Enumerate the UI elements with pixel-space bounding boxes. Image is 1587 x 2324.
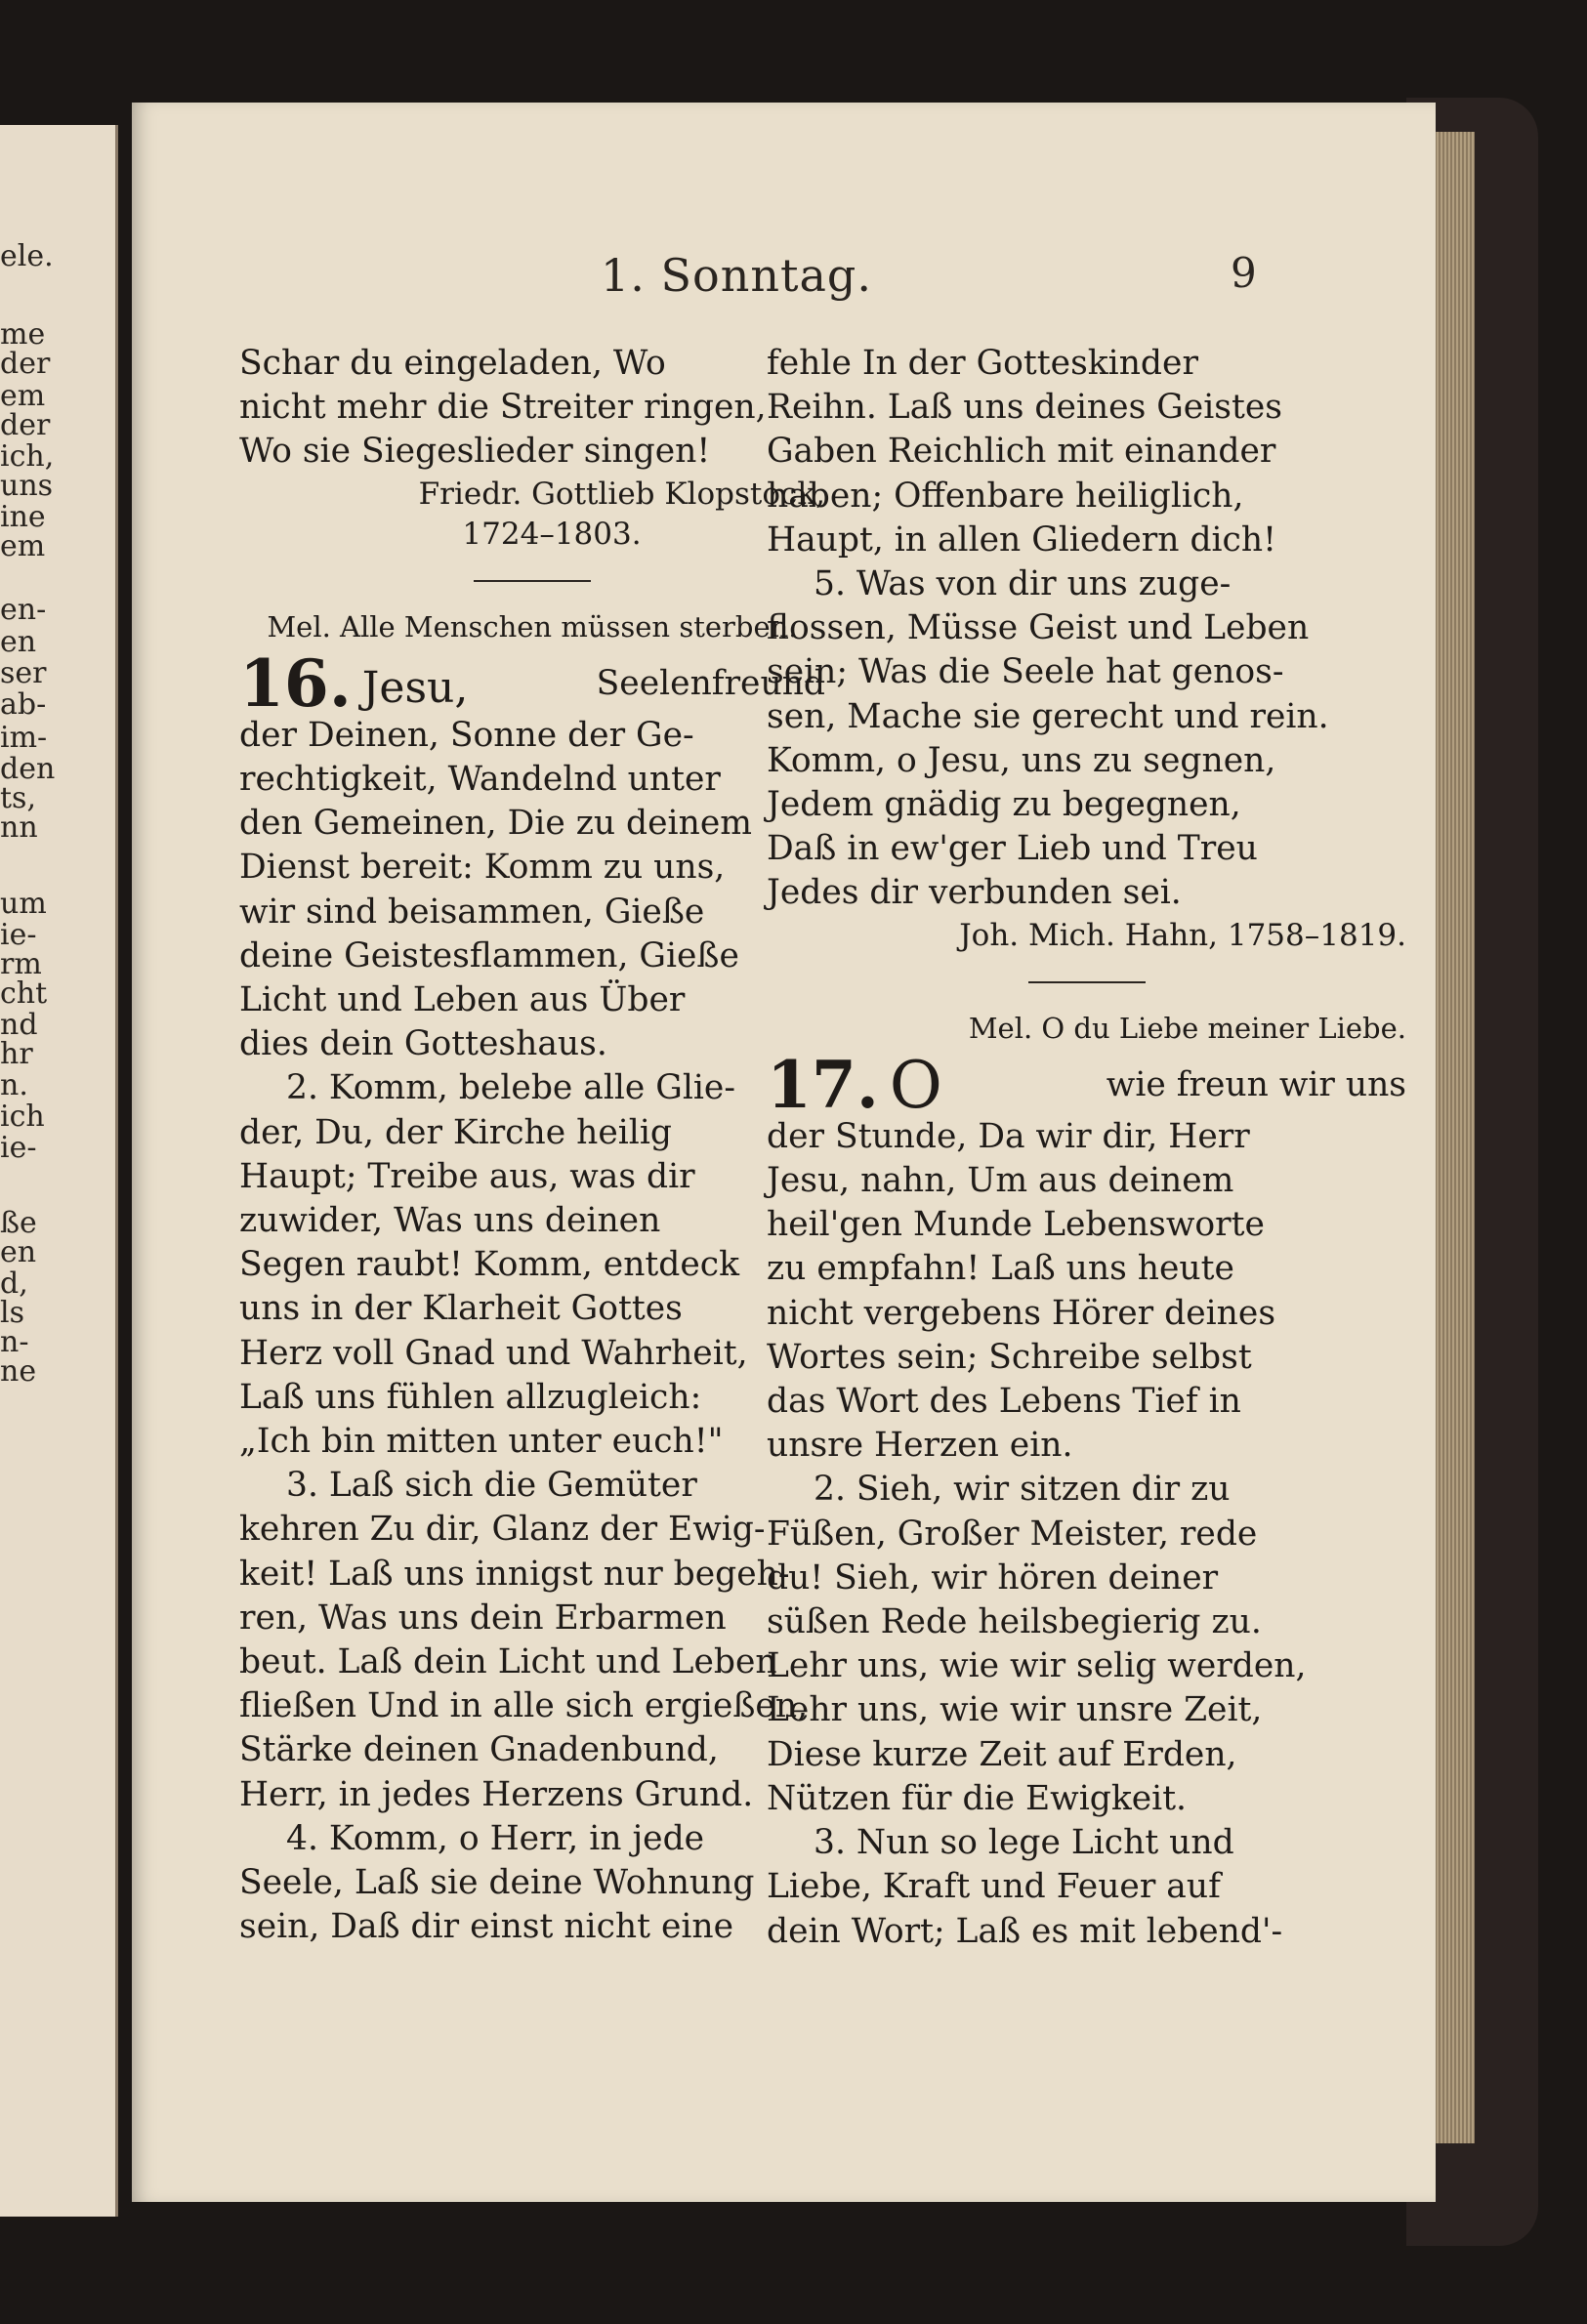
text-line: dein Wort; Laß es mit lebend'- xyxy=(767,1911,1283,1951)
text-line: süßen Rede heilsbegierig zu. xyxy=(767,1602,1262,1642)
hymn-first-line xyxy=(239,644,825,722)
text-line: der, Du, der Kirche heilig xyxy=(239,1112,672,1152)
text-line: Diese kurze Zeit auf Erden, xyxy=(767,1734,1237,1774)
text-line: dies dein Gotteshaus. xyxy=(239,1024,607,1064)
text-line: beut. Laß dein Licht und Leben xyxy=(239,1642,777,1682)
left-page-fragment: im- xyxy=(0,721,48,755)
text-line: Stärke deinen Gnadenbund, xyxy=(239,1730,719,1770)
hymn-number: 16. xyxy=(239,644,352,722)
author-line: Joh. Mich. Hahn, 1758–1819. xyxy=(959,917,1406,953)
left-page-fragment: der xyxy=(0,408,51,442)
text-line: 4. Komm, o Herr, in jede xyxy=(286,1818,705,1858)
text-line: 3. Laß sich die Gemüter xyxy=(286,1466,697,1506)
text-line: Herz voll Gnad und Wahrheit, xyxy=(239,1333,748,1373)
left-page-fragment: ne xyxy=(0,1354,37,1389)
left-page-fragment: ie- xyxy=(0,1131,37,1165)
left-page-fragment: ser xyxy=(0,656,47,690)
hymn-number: 17. xyxy=(767,1046,879,1123)
text-line: fehle In der Gotteskinder xyxy=(767,344,1198,383)
melody-line: Mel. Alle Menschen müssen sterben. xyxy=(267,609,798,643)
text-line: Jesu, nahn, Um aus deinem xyxy=(767,1161,1234,1201)
text-line: der Deinen, Sonne der Ge- xyxy=(239,715,694,755)
left-page-fragment: en xyxy=(0,1235,37,1269)
left-page-fragment: em xyxy=(0,379,46,413)
text-line: 2. Komm, belebe alle Glie- xyxy=(286,1068,736,1108)
left-page-fragment: ich xyxy=(0,1100,45,1134)
text-line: rechtigkeit, Wandelnd unter xyxy=(239,760,721,800)
left-page-fragment: ine xyxy=(0,500,46,534)
left-page-fragment: ie- xyxy=(0,918,37,952)
text-line: Liebe, Kraft und Feuer auf xyxy=(767,1867,1221,1907)
running-title: 1. Sonntag. xyxy=(601,249,872,302)
text-line: uns in der Klarheit Gottes xyxy=(239,1289,683,1329)
text-line: 5. Was von dir uns zuge- xyxy=(814,564,1232,604)
left-page-fragment: cht xyxy=(0,976,48,1011)
text-line: Schar du eingeladen, Wo xyxy=(239,344,666,383)
text-line: der Stunde, Da wir dir, Herr xyxy=(767,1116,1250,1156)
text-line: „Ich bin mitten unter euch!" xyxy=(239,1422,724,1462)
text-line: sen, Mache sie gerecht und rein. xyxy=(767,696,1329,736)
text-line: fließen Und in alle sich ergießen, xyxy=(239,1686,809,1726)
left-page-fragment: um xyxy=(0,887,47,921)
text-line: Laß uns fühlen allzugleich: xyxy=(239,1377,702,1417)
text-line: unsre Herzen ein. xyxy=(767,1426,1073,1466)
left-page-fragment: en- xyxy=(0,593,47,627)
text-line: deine Geistesflammen, Gieße xyxy=(239,935,739,975)
page-number: 9 xyxy=(1231,249,1257,297)
text-line: Lehr uns, wie wir unsre Zeit, xyxy=(767,1690,1263,1730)
text-line: kehren Zu dir, Glanz der Ewig- xyxy=(239,1510,766,1550)
left-page-fragment: ls xyxy=(0,1296,24,1330)
left-page-fragment: em xyxy=(0,529,46,563)
text-line: 2. Sieh, wir sitzen dir zu xyxy=(814,1470,1231,1510)
text-line: haben; Offenbare heiliglich, xyxy=(767,476,1244,516)
text-line: Füßen, Großer Meister, rede xyxy=(767,1514,1258,1554)
text-line: wir sind beisammen, Gieße xyxy=(239,892,705,932)
text-line: wie freun wir uns xyxy=(1106,1064,1406,1104)
left-page-fragment: der xyxy=(0,347,51,381)
text-line: Licht und Leben aus Über xyxy=(239,980,686,1020)
left-page-fragment: d, xyxy=(0,1266,28,1301)
hymn-16 xyxy=(239,644,825,1950)
text-line: ren, Was uns dein Erbarmen xyxy=(239,1598,727,1638)
text-line: Jedes dir verbunden sei. xyxy=(767,873,1182,913)
divider xyxy=(474,580,591,582)
text-line: Herr, in jedes Herzens Grund. xyxy=(239,1774,754,1814)
left-page-fragment: ab- xyxy=(0,687,47,722)
text-line: den Gemeinen, Die zu deinem xyxy=(239,804,752,844)
author-dates: 1724–1803. xyxy=(462,516,642,552)
left-page-fragment: hr xyxy=(0,1037,33,1071)
text-line: das Wort des Lebens Tief in xyxy=(767,1382,1241,1422)
text-line: 3. Nun so lege Licht und xyxy=(814,1823,1234,1863)
text-column-right xyxy=(767,342,1406,1954)
author-name: Friedr. Gottlieb Klopstock, xyxy=(418,476,825,512)
hymn-first-word: O xyxy=(889,1047,942,1123)
left-page-fragment: ße xyxy=(0,1206,37,1240)
text-line: Nützen für die Ewigkeit. xyxy=(767,1778,1188,1818)
page-header xyxy=(132,249,1436,317)
left-page-fragment: nn xyxy=(0,810,38,845)
text-line: Jedem gnädig zu begegnen, xyxy=(767,785,1241,825)
left-page-fragment: en xyxy=(0,625,37,659)
divider xyxy=(1028,981,1146,983)
left-page-fragment: me xyxy=(0,317,46,352)
hymn-first-word: Jesu, xyxy=(361,662,469,713)
text-line: Wo sie Siegeslieder singen! xyxy=(239,432,711,472)
left-page-fragment: uns xyxy=(0,469,54,503)
text-line: Seelenfreund xyxy=(596,663,825,703)
left-page-fragment: nd xyxy=(0,1008,38,1042)
verse-continuation xyxy=(239,342,825,475)
hymn-first-line xyxy=(767,1046,1406,1123)
text-line: sein; Was die Seele hat genos- xyxy=(767,652,1284,692)
left-page-edge xyxy=(0,125,118,2217)
text-line: zuwider, Was uns deinen xyxy=(239,1201,661,1241)
left-page-fragment: rm xyxy=(0,947,42,981)
text-line: sein, Daß dir einst nicht eine xyxy=(239,1907,734,1947)
text-line: heil'gen Munde Lebensworte xyxy=(767,1205,1265,1245)
text-line: Dienst bereit: Komm zu uns, xyxy=(239,848,726,888)
hymn-17 xyxy=(767,1046,1406,1954)
text-line: Daß in ew'ger Lieb und Treu xyxy=(767,829,1258,869)
text-line: flossen, Müsse Geist und Leben xyxy=(767,608,1310,648)
melody-line: Mel. O du Liebe meiner Liebe. xyxy=(968,1011,1406,1045)
text-line: Reihn. Laß uns deines Geistes xyxy=(767,388,1282,428)
text-line: zu empfahn! Laß uns heute xyxy=(767,1249,1234,1289)
left-page-fragment: den xyxy=(0,752,56,786)
text-line: keit! Laß uns innigst nur begeh- xyxy=(239,1554,790,1594)
text-line: Komm, o Jesu, uns zu segnen, xyxy=(767,740,1276,780)
text-line: nicht mehr die Streiter ringen, xyxy=(239,388,767,428)
text-line: nicht vergebens Hörer deines xyxy=(767,1293,1276,1333)
left-page-fragment: n- xyxy=(0,1325,29,1359)
left-page-fragment: ts, xyxy=(0,781,36,815)
text-line: du! Sieh, wir hören deiner xyxy=(767,1557,1219,1598)
book-page xyxy=(132,103,1436,2202)
text-line: Lehr uns, wie wir selig werden, xyxy=(767,1646,1307,1686)
left-page-fragment: ele. xyxy=(0,239,54,273)
left-page-fragment: ich, xyxy=(0,439,55,474)
text-line: Gaben Reichlich mit einander xyxy=(767,432,1276,472)
text-line: Seele, Laß sie deine Wohnung xyxy=(239,1863,755,1903)
left-page-fragment: n. xyxy=(0,1068,28,1102)
text-column-left xyxy=(239,342,825,1950)
text-line: Haupt; Treibe aus, was dir xyxy=(239,1156,695,1196)
text-line: Haupt, in allen Gliedern dich! xyxy=(767,519,1276,560)
text-line: Segen raubt! Komm, entdeck xyxy=(239,1245,740,1285)
text-line: Wortes sein; Schreibe selbst xyxy=(767,1337,1252,1377)
